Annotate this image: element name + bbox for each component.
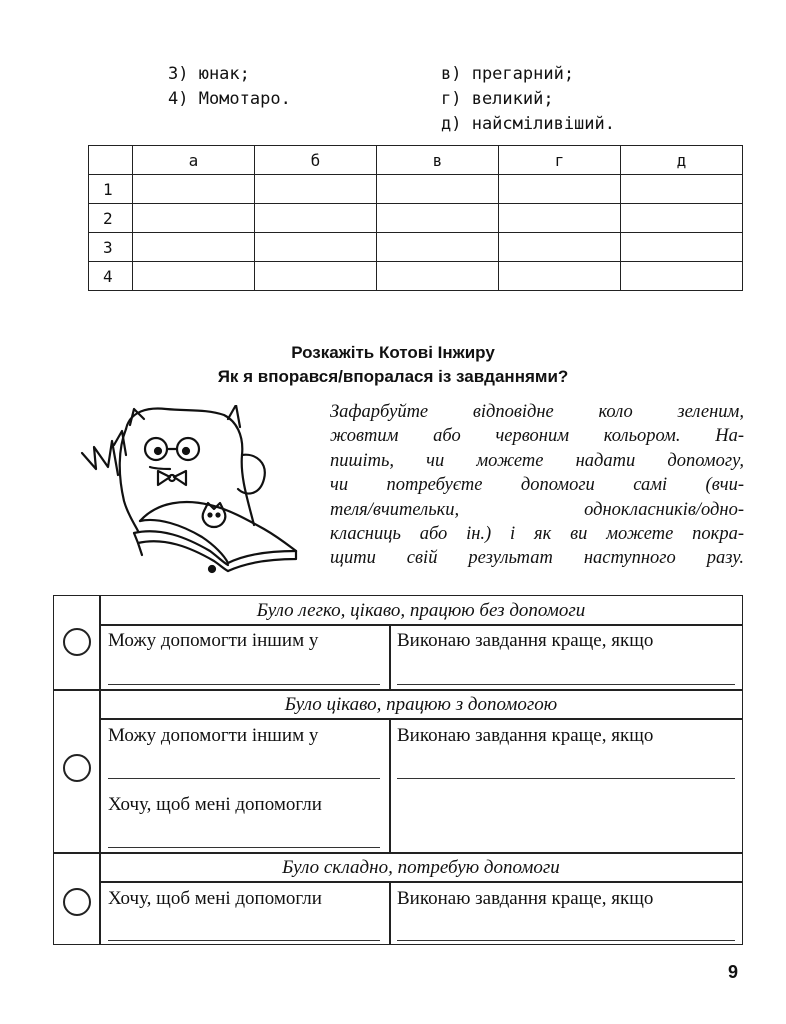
grid-header-row — [89, 146, 743, 175]
reflection-subheading: Як я впорався/впоралася із завданнями? — [217, 367, 569, 386]
instruction-line: пишіть, чи можете надати допомогу, — [330, 450, 744, 471]
title-row-divider — [99, 881, 743, 883]
page-number: 9 — [728, 962, 739, 982]
right-item-v: в) прегарний; — [441, 64, 575, 84]
level2-left-answer-line[interactable] — [108, 778, 380, 779]
grid-cell[interactable] — [621, 204, 743, 233]
level1-title: Було легко, цікаво, працюю без допомоги — [256, 600, 586, 621]
circle-column-divider — [99, 595, 101, 945]
level1-left-label: Можу допомогти іншим у — [108, 630, 319, 651]
grid-corner — [89, 146, 133, 175]
cat-reading-book-illustration — [78, 405, 300, 577]
grid-row — [89, 175, 743, 204]
grid-cell[interactable] — [499, 175, 621, 204]
level3-right-answer-line[interactable] — [397, 940, 735, 941]
grid-cell[interactable] — [377, 262, 499, 291]
instruction-line: жовтим або червоним кольором. На- — [330, 426, 744, 447]
grid-col-header: г — [499, 146, 621, 175]
instruction-line: класниць або ін.) і як ви можете покра- — [330, 524, 744, 545]
right-item-g: г) великий; — [441, 89, 554, 109]
grid-row — [89, 233, 743, 262]
grid-col-header: а — [133, 146, 255, 175]
level2-right-answer-line[interactable] — [397, 778, 735, 779]
level2-left-label: Можу допомогти іншим у — [108, 725, 319, 746]
level3-title: Було складно, потребую допомоги — [282, 857, 560, 878]
section-divider — [53, 852, 743, 854]
level3-left-answer-line[interactable] — [108, 940, 380, 941]
grid-cell[interactable] — [621, 175, 743, 204]
grid-col-header: д — [621, 146, 743, 175]
grid-cell[interactable] — [133, 262, 255, 291]
column-split — [389, 718, 391, 852]
level1-left-answer-line[interactable] — [108, 684, 380, 685]
level2-right-label: Виконаю завдання краще, якщо — [397, 725, 654, 746]
level2-circle[interactable] — [63, 754, 91, 782]
grid-row-header: 4 — [89, 262, 133, 291]
title-row-divider — [99, 718, 743, 720]
grid-cell[interactable] — [621, 262, 743, 291]
level3-right-label: Виконаю завдання краще, якщо — [397, 888, 654, 909]
grid-row-header: 1 — [89, 175, 133, 204]
grid-cell[interactable] — [499, 262, 621, 291]
level2-left-label2: Хочу, щоб мені допомогли — [108, 794, 322, 815]
instruction-paragraph — [330, 400, 744, 571]
grid-col-header: в — [377, 146, 499, 175]
grid-col-header: б — [255, 146, 377, 175]
grid-cell[interactable] — [255, 262, 377, 291]
instruction-line: щити свій результат наступного разу. — [330, 548, 744, 569]
instruction-line: чи потребуєте допомоги самі (вчи- — [330, 475, 744, 496]
grid-cell[interactable] — [133, 233, 255, 262]
grid-cell[interactable] — [499, 204, 621, 233]
section-divider — [53, 689, 743, 691]
grid-row-header: 3 — [89, 233, 133, 262]
level2-left-answer-line2[interactable] — [108, 847, 380, 848]
answer-grid — [88, 145, 743, 291]
title-row-divider — [99, 624, 743, 626]
right-item-d: д) найсміливіший. — [441, 114, 615, 134]
grid-cell[interactable] — [133, 175, 255, 204]
level1-right-label: Виконаю завдання краще, якщо — [397, 630, 654, 651]
grid-cell[interactable] — [255, 175, 377, 204]
grid-cell[interactable] — [255, 233, 377, 262]
level1-circle[interactable] — [63, 628, 91, 656]
grid-row — [89, 262, 743, 291]
level3-left-label: Хочу, щоб мені допомогли — [108, 888, 322, 909]
grid-row-header: 2 — [89, 204, 133, 233]
level3-circle[interactable] — [63, 888, 91, 916]
grid-row — [89, 204, 743, 233]
column-split — [389, 624, 391, 689]
grid-cell[interactable] — [499, 233, 621, 262]
left-item-4: 4) Момотаро. — [168, 89, 291, 109]
instruction-line: Зафарбуйте відповідне коло зеленим, — [330, 402, 744, 422]
column-split — [389, 881, 391, 945]
level1-right-answer-line[interactable] — [397, 684, 735, 685]
grid-cell[interactable] — [377, 204, 499, 233]
instruction-line: теля/вчительки, однокласників/одно- — [330, 499, 744, 520]
grid-cell[interactable] — [621, 233, 743, 262]
left-item-3: 3) юнак; — [168, 64, 250, 84]
grid-cell[interactable] — [377, 233, 499, 262]
grid-cell[interactable] — [255, 204, 377, 233]
grid-cell[interactable] — [133, 204, 255, 233]
grid-cell[interactable] — [377, 175, 499, 204]
reflection-heading: Розкажіть Котові Інжиру — [291, 343, 495, 362]
level2-title: Було цікаво, працюю з допомогою — [284, 694, 558, 715]
